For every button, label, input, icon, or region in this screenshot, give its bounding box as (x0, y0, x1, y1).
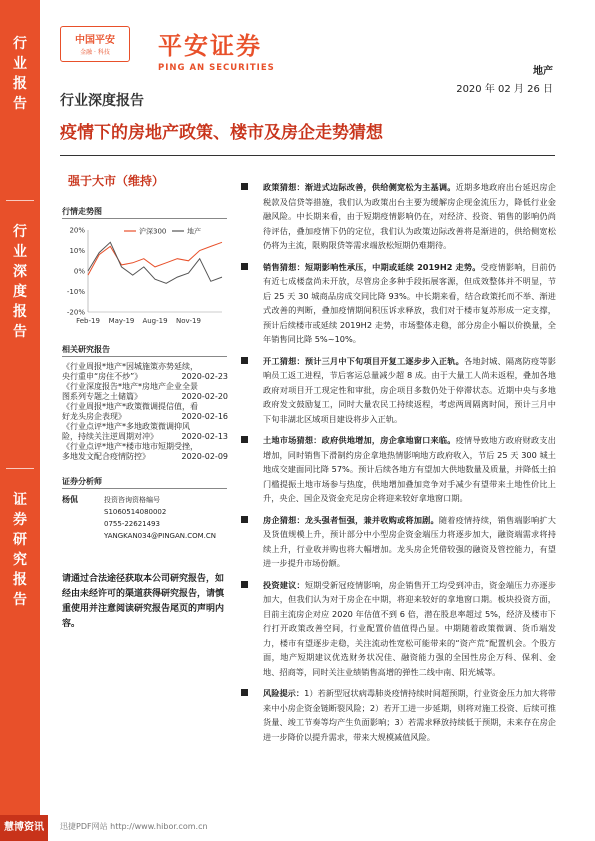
body-paragraph (238, 354, 556, 427)
logo-badge-text: 中国平安 (75, 35, 115, 46)
paragraph-text: 近期多地政府出台延迟房企税款及信贷等措施，我们认为政策出台主要为缓解房企现金流压力，降低行业金融风险。中长期来看，由于短期疫情影响仍在，对经济、投资、销售的影响仍尚待评估，叠加疫情下仍的定位，我们认为政策边际改善将是渐进的，供给侧宽松仍将为主流，限购限贷等需求端放松短期仍难期待。 (263, 182, 556, 250)
brand-name-cn: 平安证券 (158, 32, 262, 60)
analyst-detail-line: 投资咨询资格编号 (104, 496, 160, 504)
related-report-title-line: 《行业点评*地产*楼市地市短期受挫， (62, 442, 198, 451)
sidebar-char: 研 (13, 532, 27, 548)
section-divider (62, 356, 227, 357)
paragraph-lead: 风险提示： (263, 688, 305, 698)
chart-section-label: 行情走势图 (62, 207, 102, 216)
related-report-item[interactable] (62, 382, 228, 402)
ping-an-securities-logo (158, 26, 275, 73)
body-paragraph (238, 433, 556, 506)
related-report-item[interactable] (62, 402, 228, 422)
y-tick-label: -10% (66, 288, 85, 296)
paragraph-lead: 房企猜想：龙头强者恒强，兼并收购或将加剧。 (263, 514, 439, 525)
x-tick-label: Nov-19 (176, 317, 201, 325)
paragraph-text: 受疫情影响，目前仍有近七成楼盘尚未开放，尽管房企多种手段拓展客源，但成效整体并不明显，节后 25 天 30 城商品房成交同比降 93%。中长期来看，结合政策托而不举、渐进式改善的判断，叠加疫情期间积压诉求释放，我们对于楼市复苏形成一定支撑，预计后续楼市或延续 2019H2 走势，市场整体走稳，部分房企小幅以价换量，全年销售同比降 5%~10%。 (263, 261, 556, 344)
body-paragraph (238, 180, 556, 253)
industry-label: 地产 (533, 66, 553, 77)
report-date: 2020 年 02 月 26 日 (456, 84, 553, 95)
series-line (88, 242, 222, 275)
investment-rating: 强于大市（维持） (68, 174, 165, 188)
related-reports-list (62, 362, 228, 462)
sidebar-char: 深 (13, 264, 27, 280)
sidebar-block-securities-research-report (0, 490, 40, 610)
page-footer (0, 815, 595, 841)
related-report-date: 2020-02-09 (181, 452, 228, 461)
sidebar-char: 告 (13, 96, 27, 112)
paragraph-lead: 销售猜想：短期影响性承压，中期或延续 2019H2 走势。 (263, 261, 481, 272)
section-divider (62, 218, 227, 219)
analyst-detail-line: 0755-22621493 (104, 520, 160, 528)
related-report-date: 2020-02-13 (181, 432, 228, 441)
square-bullet-icon (241, 357, 248, 364)
paragraph-text: 疫情导致地方政府财政支出增加，同时销售下滑制约房企拿地热情影响地方政府收入，节后 25 天 300 城土地成交建面同比降 57%。预计后续各地方有望加大供地数量及质量，并降低土拍门槛提振土地市场参与热度，供地增加叠加竞争对手减少有望带来土地性价比上升，央企、国企及资金充足房企将迎来较好拿地窗口期。 (263, 435, 556, 503)
square-bullet-icon (241, 516, 248, 523)
x-tick-label: Feb-19 (76, 317, 100, 325)
logo-badge-subtext: 金融 · 科技 (80, 49, 110, 56)
analyst-email[interactable]: YANGKAN034@PINGAN.COM.CN (104, 532, 217, 540)
paragraph-text: 随着疫情持续，销售端影响扩大及货值规模上升，预计部分中小型房企资金端压力将逐步加大，融资端需求将持续上升，行业收并购也将大幅增加。龙头房企凭借较强的融资及管控能力，有望进一步提升市场份额。 (263, 514, 556, 568)
paragraph-lead: 土地市场猜想：政府供地增加，房企拿地窗口来临。 (263, 435, 456, 445)
related-report-title-line: 好龙头房企表现》 (62, 412, 126, 421)
y-tick-label: 20% (69, 226, 85, 235)
sidebar-block-industry-depth-report (0, 222, 40, 342)
sidebar-char: 度 (13, 284, 27, 300)
sidebar-char: 究 (13, 552, 27, 568)
title-divider (60, 155, 555, 156)
related-report-title-line: 《行业点评*地产*多地政策微调抑风 (62, 422, 190, 431)
x-tick-label: May-19 (108, 317, 135, 325)
section-divider (62, 488, 227, 489)
sidebar-divider (6, 468, 34, 469)
related-report-title-line: 《行业周报*地产*因城施策亦势延续， (62, 362, 198, 371)
paragraph-text: 各地封城、隔离防疫等影响员工返工进程，节后客运总量减少超 8 成。由于大量工人尚未返程，叠加各地政府对项目开工现定性和审批，房企项目多数仍处于停滞状态。近期中央与多地政府发文鼓励复工，同时大量农民工持续返程，考虑两周隔离时间，预计三月中下旬非湖北区域项目建设将步入正轨。 (263, 355, 556, 424)
sidebar-char: 告 (13, 324, 27, 340)
sidebar-char: 行 (13, 224, 27, 240)
x-tick-label: Aug-19 (142, 317, 168, 325)
sidebar-char: 券 (13, 512, 27, 528)
related-report-title-line: 多地发文配合疫情防控》 (62, 452, 150, 461)
square-bullet-icon (241, 581, 248, 588)
sidebar-char: 报 (13, 304, 27, 320)
y-tick-label: 0% (73, 267, 85, 276)
related-report-item[interactable] (62, 422, 228, 442)
report-header (40, 0, 595, 80)
legend-label: 沪深300 (139, 227, 167, 236)
sidebar-block-industry-report (0, 34, 40, 114)
related-report-title-line: 图系列专题之土储篇》 (62, 392, 142, 401)
related-report-title-line: 央行重申“房住不炒”》 (62, 372, 143, 381)
related-report-date: 2020-02-20 (181, 392, 228, 401)
sidebar-char: 证 (13, 492, 27, 508)
related-report-title-line: 《行业深度报告*地产*房地产企业全景 (62, 382, 198, 391)
footer-url[interactable]: 迅捷PDF网站 http://www.hibor.com.cn (60, 822, 208, 831)
sidebar-char: 告 (13, 592, 27, 608)
brand-name-en: PING AN SECURITIES (158, 63, 275, 73)
sidebar-char: 业 (13, 56, 27, 72)
analyst-section-label: 证券分析师 (62, 477, 102, 486)
square-bullet-icon (241, 263, 248, 270)
body-paragraph (238, 578, 556, 680)
report-title: 疫情下的房地产政策、楼市及房企走势猜想 (60, 123, 383, 143)
footer-brand-tag: 慧博资讯 (0, 815, 48, 841)
ping-an-group-logo (60, 26, 130, 62)
report-body (238, 180, 556, 751)
paragraph-lead: 投资建议： (263, 579, 305, 590)
related-report-item[interactable] (62, 362, 228, 382)
related-report-title-line: 险，持续关注逆周期对冲》 (62, 432, 158, 441)
paragraph-text: 1）若新型冠状病毒肺炎疫情持续时间超预期，行业资金压力加大将带来中小房企资金链断裂风险；2）若开工进一步延期，则将对施工投资、后续可推货量、竣工节奏等均产生负面影响；3）若需求释放持续低于预期，未来存在房企进一步降价以提升需求，带来大规模减值风险。 (263, 688, 556, 742)
report-sidebar (0, 0, 40, 841)
sidebar-char: 业 (13, 244, 27, 260)
body-paragraph (238, 686, 556, 744)
body-paragraph (238, 513, 556, 571)
legend-label: 地产 (187, 227, 201, 236)
body-paragraph (238, 260, 556, 347)
disclaimer-text: 请通过合法途径获取本公司研究报告，如经由未经许可的渠道获得研究报告，请慎重使用并注意阅读研究报告尾页的声明内容。 (62, 574, 225, 629)
paragraph-lead: 政策猜想：渐进式边际改善，供给侧宽松为主基调。 (263, 182, 456, 192)
analyst-details (104, 494, 216, 542)
square-bullet-icon (241, 436, 248, 443)
report-type: 行业深度报告 (60, 93, 144, 109)
analyst-name: 杨侃 (62, 495, 78, 504)
market-trend-chart (62, 222, 227, 334)
sidebar-char: 报 (13, 572, 27, 588)
related-report-date: 2020-02-16 (181, 412, 228, 421)
sidebar-char: 行 (13, 36, 27, 52)
related-report-item[interactable] (62, 442, 228, 462)
related-report-title-line: 《行业周报*地产*政策微调提信值，看 (62, 402, 198, 411)
square-bullet-icon (241, 689, 248, 696)
analyst-detail-line: S1060514080002 (104, 508, 167, 516)
paragraph-lead: 开工猜想：预计三月中下旬项目开复工逐步步入正轨。 (263, 355, 465, 366)
sidebar-char: 报 (13, 76, 27, 92)
related-section-label: 相关研究报告 (62, 345, 110, 354)
paragraph-text: 短期受新冠疫情影响，房企销售开工均受到冲击，资金端压力亦逐步加大，但我们认为对于房企在中期，将迎来较好的拿地窗口期。板块投资方面，目前主流房企对应 2020 年估值不到 6 倍，潜在股息率超过 5%，经济及楼市下行打开政策改善空间，行业配置价值值得凸显。中期随着政策微调、货币端发力，楼市有望逐步走稳，关注流动性宽松可能带来的“资产荒”配置机会。个股方面，地产短期建议优选财务状况佳、融资能力强的全国性房企万科、保利、金地、招商等，同时关注业绩销售高增的弹性二线中南、阳光城等。 (263, 579, 556, 677)
y-tick-label: -20% (66, 308, 85, 317)
sidebar-divider (6, 200, 34, 201)
square-bullet-icon (241, 183, 248, 190)
related-report-date: 2020-02-23 (181, 372, 228, 381)
y-tick-label: 10% (69, 247, 85, 255)
